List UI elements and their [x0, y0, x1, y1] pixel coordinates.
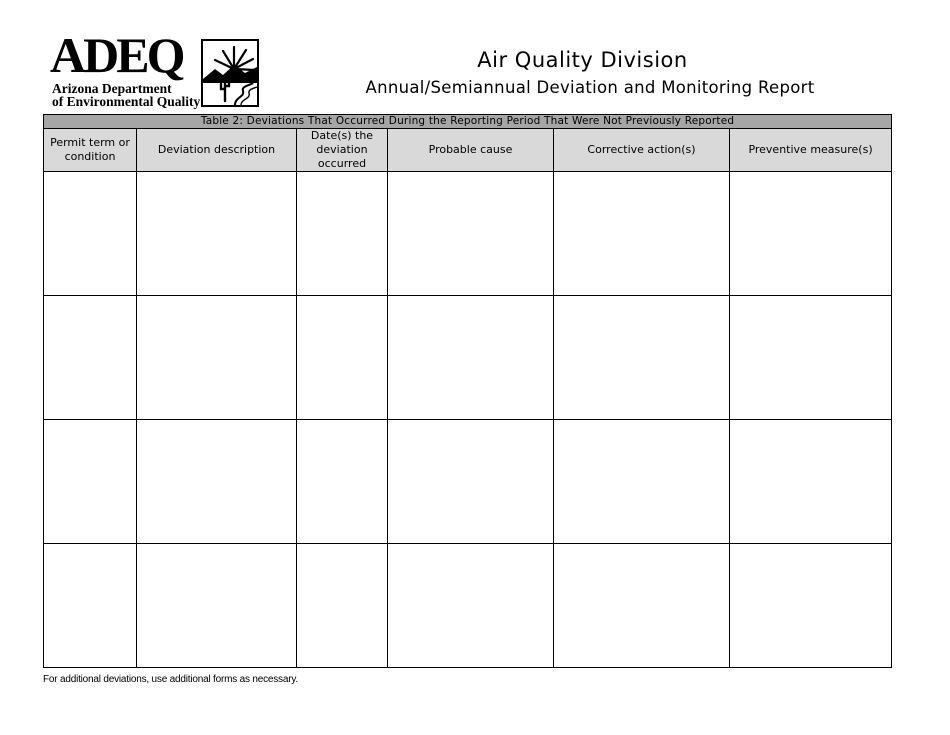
cell-permit-term[interactable]	[44, 544, 137, 668]
cell-preventive-measures[interactable]	[730, 172, 892, 296]
footnote: For additional deviations, use additional forms as necessary.	[43, 674, 298, 685]
table-caption: Table 2: Deviations That Occurred During the Reporting Period That Were Not Previously Reported	[44, 115, 892, 129]
cell-permit-term[interactable]	[44, 420, 137, 544]
table-row	[44, 296, 892, 420]
table-row	[44, 420, 892, 544]
cell-deviation-description[interactable]	[137, 296, 297, 420]
cell-deviation-description[interactable]	[137, 544, 297, 668]
cell-permit-term[interactable]	[44, 296, 137, 420]
page-subtitle: Annual/Semiannual Deviation and Monitoring Report	[365, 78, 815, 97]
cell-probable-cause[interactable]	[388, 172, 554, 296]
cell-deviation-dates[interactable]	[297, 420, 388, 544]
cell-probable-cause[interactable]	[388, 296, 554, 420]
cell-corrective-actions[interactable]	[554, 172, 730, 296]
logo-agency-line2: of Environmental Quality	[52, 94, 201, 109]
column-header-preventive-measures: Preventive measure(s)	[730, 129, 892, 172]
cell-corrective-actions[interactable]	[554, 420, 730, 544]
column-header-corrective-actions: Corrective action(s)	[554, 129, 730, 172]
table-row	[44, 544, 892, 668]
logo-agency-line1: Arizona Department	[52, 81, 172, 96]
cell-preventive-measures[interactable]	[730, 544, 892, 668]
cell-deviation-dates[interactable]	[297, 544, 388, 668]
column-header-probable-cause: Probable cause	[388, 129, 554, 172]
cell-corrective-actions[interactable]	[554, 544, 730, 668]
cell-deviation-description[interactable]	[137, 420, 297, 544]
cell-probable-cause[interactable]	[388, 420, 554, 544]
arizona-sun-emblem-icon	[201, 39, 259, 107]
cell-preventive-measures[interactable]	[730, 296, 892, 420]
adeq-logo	[50, 27, 262, 110]
logo-wordmark: ADEQ	[50, 27, 183, 83]
cell-deviation-dates[interactable]	[297, 296, 388, 420]
cell-corrective-actions[interactable]	[554, 296, 730, 420]
deviations-table	[43, 114, 892, 668]
cell-permit-term[interactable]	[44, 172, 137, 296]
cell-deviation-description[interactable]	[137, 172, 297, 296]
cell-deviation-dates[interactable]	[297, 172, 388, 296]
page-title: Air Quality Division	[477, 48, 688, 72]
table-row	[44, 172, 892, 296]
column-header-permit-term: Permit term or condition	[44, 129, 137, 172]
cell-probable-cause[interactable]	[388, 544, 554, 668]
column-header-deviation-dates: Date(s) the deviation occurred	[297, 129, 388, 172]
column-header-deviation-description: Deviation description	[137, 129, 297, 172]
cell-preventive-measures[interactable]	[730, 420, 892, 544]
